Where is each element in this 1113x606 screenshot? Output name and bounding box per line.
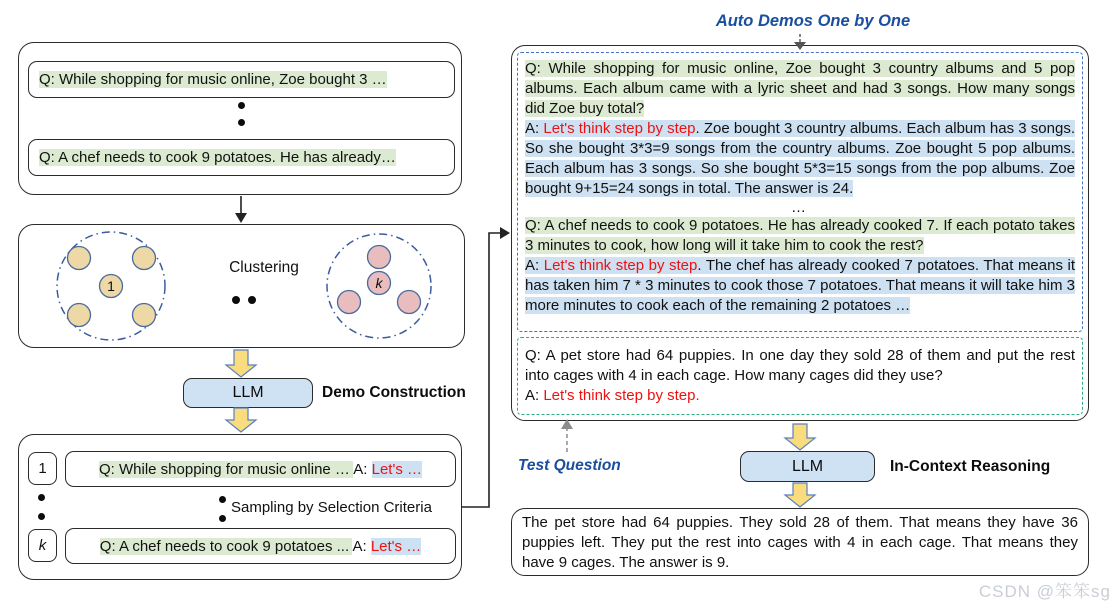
llm-to-demos-arrow <box>226 408 256 432</box>
auto-demos-region <box>517 52 1083 332</box>
prompt-to-llm-arrow <box>785 424 815 450</box>
ellipsis-dot <box>232 296 240 304</box>
demo1-answer-prefix: A: <box>525 120 544 137</box>
clustering-to-llm-arrow <box>226 350 256 377</box>
demo2-answer-trigger: Let's think step by step <box>543 257 698 274</box>
demo-row-1-a-prefix: A: <box>353 460 372 478</box>
demo-row-k <box>65 528 456 564</box>
prompt-box <box>511 45 1089 421</box>
demo1-answer-rationale: . Zoe bought 3 country albums. Each album has 3 songs. So she bought 3*3=9 songs from the country albums. Zoe bought 5 pop albums. Each album has 3 songs. So she bought 5*3=15 songs from the pop albums. Zoe bought 9+15=24 songs in total. The answer is 24. <box>525 120 1075 197</box>
question-pool-box <box>18 42 462 195</box>
cluster-1-point <box>68 247 91 270</box>
ellipsis-dot <box>238 102 245 109</box>
demo2-answer-prefix: A: <box>525 257 544 274</box>
clustering-label: Clustering <box>229 259 299 276</box>
cluster-k-point <box>368 246 391 269</box>
demo1-question <box>525 59 1075 119</box>
clustering-box <box>18 224 465 348</box>
demos-to-prompt-arrowhead <box>500 227 510 239</box>
llm-label: LLM <box>791 457 824 475</box>
auto-demos-title: Auto Demos One by One <box>715 12 911 30</box>
demo-construction-label: Demo Construction <box>322 384 466 401</box>
demo-row-k-a-prefix: A: <box>352 537 371 555</box>
ellipsis-dot <box>38 494 45 501</box>
pool-question-2 <box>28 139 455 176</box>
cluster-k-label: k <box>375 275 383 291</box>
demo-index-k <box>28 529 57 562</box>
pool-question-1 <box>28 61 455 98</box>
demo-row-k-a: Let's … <box>370 537 422 555</box>
demo2-question-text: Q: A chef needs to cook 9 potatoes. He has already cooked 7. If each potato takes 3 minutes to cook, how long will it take him to cook the rest? <box>525 217 1075 254</box>
ellipsis-dot <box>38 513 45 520</box>
test-question-label: Test Question <box>518 457 621 474</box>
demo-index-k-label: k <box>38 537 47 554</box>
test-question <box>525 346 1075 386</box>
pool-question-1-text: Q: While shopping for music online, Zoe bought 3 … <box>39 71 387 88</box>
demos-ellipsis: … <box>791 199 809 216</box>
test-answer-prefix: A: <box>525 387 544 404</box>
test-question-text: Q: A pet store had 64 puppies. In one day they sold 28 of them and put the rest into cages with 4 in each cage. How many cages did they use? <box>525 347 1075 384</box>
test-answer-line <box>525 386 1075 406</box>
llm-box-demo-construction <box>183 378 313 408</box>
pool-question-2-text: Q: A chef needs to cook 9 potatoes. He has already… <box>39 149 396 166</box>
ellipsis-dot <box>219 496 226 503</box>
answer-text: The pet store had 64 puppies. They sold 28 of them. That means they have 36 puppies left. They put the rest into cages with 4 in each cage. That means they have 9 cages. The answer is 9. <box>522 514 1078 571</box>
cluster-k-point <box>338 291 361 314</box>
llm-label: LLM <box>232 384 264 401</box>
ellipsis-dot <box>248 296 256 304</box>
ellipsis-dot <box>238 119 245 126</box>
ellipsis-dot <box>219 515 226 522</box>
llm-box-in-context-reasoning <box>740 451 875 482</box>
demo2-answer-rationale: . The chef has already cooked 7 potatoes. That means it has taken him 7 * 3 minutes to cook those 7 potatoes. That means it will take him 3 more minutes to cook each of the remaining 2 potatoes … <box>525 257 1076 314</box>
demo1-answer <box>525 119 1075 199</box>
watermark: CSDN @笨笨sg <box>978 582 1111 601</box>
test-question-region <box>517 337 1083 415</box>
demo1-answer-trigger: Let's think step by step <box>543 120 696 137</box>
cluster-1-point <box>68 304 91 327</box>
demo-index-1 <box>28 452 57 485</box>
test-answer-trigger: Let's think step by step. <box>543 387 700 404</box>
cluster-1-label: 1 <box>107 278 115 294</box>
answer-box <box>511 508 1089 576</box>
cluster-k-point <box>398 291 421 314</box>
sampled-demos-box <box>18 434 462 580</box>
demos-to-prompt-connector <box>461 233 500 507</box>
in-context-reasoning-label: In-Context Reasoning <box>890 458 1051 475</box>
demo2-question <box>525 216 1075 256</box>
demo-index-1-label: 1 <box>38 460 47 477</box>
cluster-1-point <box>133 304 156 327</box>
llm-to-answer-arrow <box>785 483 815 507</box>
cluster-1-point <box>133 247 156 270</box>
demo-row-1-a: Let's … <box>371 460 423 478</box>
demo2-answer <box>525 256 1075 316</box>
clustering-graphic <box>19 225 463 346</box>
demo-row-1 <box>65 451 456 487</box>
sampling-criteria-label: Sampling by Selection Criteria <box>231 499 432 516</box>
demo-row-k-q: Q: A chef needs to cook 9 potatoes ... <box>99 537 353 555</box>
demo1-question-text: Q: While shopping for music online, Zoe bought 3 country albums and 5 pop albums. Each album came with a lyric sheet and had 3 songs. How many songs did Zoe buy total? <box>525 60 1075 117</box>
pool-to-clustering-arrowhead <box>235 213 247 223</box>
demo-row-1-q: Q: While shopping for music online … <box>98 460 354 478</box>
